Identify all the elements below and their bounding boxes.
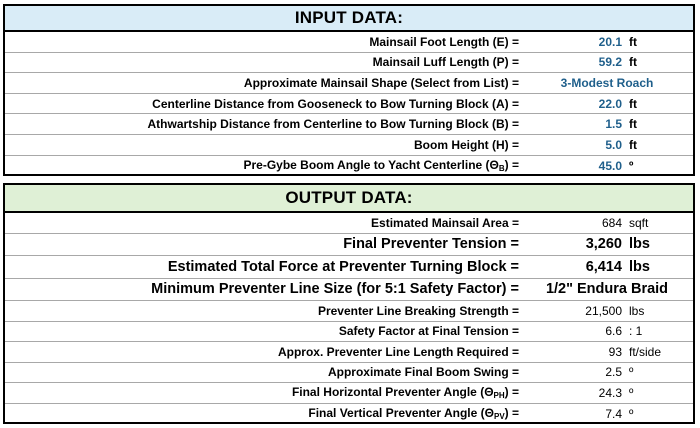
total-force-unit: lbs: [629, 258, 650, 275]
vertical-angle-value: 7.4: [605, 406, 622, 421]
boom-height-label: Boom Height (H) =: [414, 137, 519, 152]
mainsail-area-value: 684: [601, 215, 622, 230]
mainsail-shape-select[interactable]: 3-Modest Roach: [560, 75, 654, 90]
boom-swing-value: 2.5: [605, 365, 622, 380]
final-tension-label: Final Preventer Tension =: [343, 236, 519, 253]
boom-swing-label: Approximate Final Boom Swing =: [327, 365, 519, 380]
line-length-value: 93: [608, 344, 622, 359]
pre-gybe-angle-label: Pre-Gybe Boom Angle to Yacht Centerline $(\Theta_B)$ =: [243, 158, 519, 174]
line-size-value: 1/2" Endura Braid: [545, 281, 669, 298]
safety-factor-unit: : 1: [629, 324, 643, 339]
athwartship-distance-input[interactable]: 1.5: [605, 117, 622, 132]
total-force-label: Estimated Total Force at Preventer Turning Block =: [167, 258, 519, 275]
vertical-angle-unit: º: [629, 406, 634, 421]
horizontal-angle-value: 24.3: [598, 385, 622, 400]
foot-length-unit: ft: [629, 34, 637, 49]
output-row-final-tension: [5, 234, 693, 257]
output-row-line-size: [5, 279, 693, 302]
input-row-athwartship-distance: [5, 114, 693, 135]
foot-length-label: Mainsail Foot Length (E) =: [369, 34, 519, 49]
input-data-header: INPUT DATA:: [5, 6, 693, 32]
mainsail-area-unit: sqft: [629, 215, 649, 230]
input-row-foot-length: [5, 32, 693, 53]
output-row-mainsail-area: [5, 213, 693, 234]
input-row-centerline-distance: [5, 94, 693, 115]
foot-length-input[interactable]: 20.1: [598, 34, 622, 49]
breaking-strength-value: 21,500: [585, 303, 622, 318]
final-tension-value: 3,260: [585, 236, 622, 253]
output-row-line-length: [5, 342, 693, 363]
luff-length-input[interactable]: 59.2: [598, 55, 622, 70]
athwartship-distance-label: Athwartship Distance from Centerline to Bow Turning Block (B) =: [147, 117, 519, 132]
luff-length-unit: ft: [629, 55, 637, 70]
boom-height-unit: ft: [629, 137, 637, 152]
breaking-strength-unit: lbs: [629, 303, 645, 318]
output-data-panel: [3, 183, 695, 424]
output-row-safety-factor: [5, 322, 693, 343]
final-tension-unit: lbs: [629, 236, 650, 253]
output-row-vertical-angle: [5, 404, 693, 425]
safety-factor-value: 6.6: [605, 324, 622, 339]
mainsail-area-label: Estimated Mainsail Area =: [371, 215, 519, 230]
vertical-angle-label: Final Vertical Preventer Angle $(\Theta_{PV})$ =: [308, 406, 519, 422]
centerline-distance-input[interactable]: 22.0: [598, 96, 622, 111]
boom-height-input[interactable]: 5.0: [605, 137, 622, 152]
breaking-strength-label: Preventer Line Breaking Strength =: [317, 303, 519, 318]
input-row-boom-height: [5, 135, 693, 156]
input-data-panel: [3, 4, 695, 176]
horizontal-angle-label: Final Horizontal Preventer Angle $(\Theta_{PH})$ =: [291, 385, 519, 401]
output-data-header: OUTPUT DATA:: [5, 185, 693, 213]
output-row-total-force: [5, 256, 693, 279]
line-size-label: Minimum Preventer Line Size (for 5:1 Safety Factor) =: [151, 281, 519, 298]
mainsail-shape-label: Approximate Mainsail Shape (Select from List) =: [243, 75, 519, 90]
pre-gybe-angle-input[interactable]: 45.0: [598, 158, 622, 173]
horizontal-angle-unit: º: [629, 385, 634, 400]
centerline-distance-unit: ft: [629, 96, 637, 111]
safety-factor-label: Safety Factor at Final Tension =: [338, 324, 519, 339]
boom-swing-unit: º: [629, 365, 634, 380]
line-length-unit: ft/side: [629, 344, 662, 359]
athwartship-distance-unit: ft: [629, 117, 637, 132]
input-row-mainsail-shape: [5, 73, 693, 94]
total-force-value: 6,414: [585, 258, 622, 275]
luff-length-label: Mainsail Luff Length (P) =: [372, 55, 519, 70]
input-row-luff-length: [5, 53, 693, 74]
input-row-pre-gybe-angle: [5, 156, 693, 177]
output-row-boom-swing: [5, 363, 693, 384]
pre-gybe-angle-unit: º: [629, 158, 634, 173]
output-row-horizontal-angle: [5, 383, 693, 404]
line-length-label: Approx. Preventer Line Length Required =: [277, 344, 519, 359]
centerline-distance-label: Centerline Distance from Gooseneck to Bow Turning Block (A) =: [152, 96, 519, 111]
output-row-breaking-strength: [5, 301, 693, 322]
